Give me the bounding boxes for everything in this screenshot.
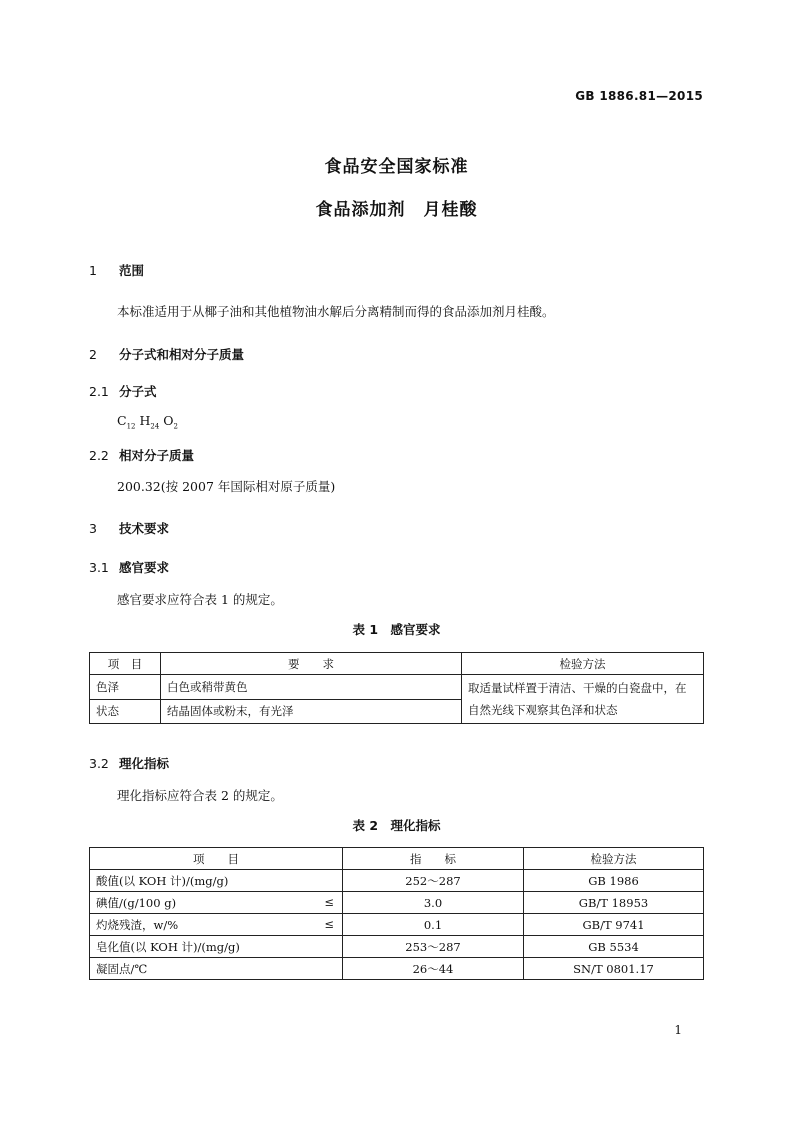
- method-cell: 取适量试样置于清洁、干燥的白瓷盘中，在自然光线下观察其色泽和状态: [462, 675, 704, 724]
- header-cell: 检验方法: [524, 848, 704, 870]
- item-cell: 灼烧残渣，w/% ≤: [90, 914, 343, 936]
- header-cell: 要 求: [161, 653, 462, 675]
- requirement-cell: 白色或稍带黄色: [161, 675, 462, 700]
- section-2-1-heading: [89, 382, 157, 400]
- table-row: [90, 914, 704, 936]
- value-cell: 26～44: [343, 958, 524, 980]
- less-equal-sign: ≤: [324, 895, 334, 909]
- section-2-2-text: 200.32(按 2007 年国际相对原子质量): [117, 479, 336, 494]
- section-number: 3: [89, 521, 97, 536]
- section-title: 相对分子质量: [119, 448, 195, 463]
- section-1-heading: [89, 261, 144, 279]
- table-1-caption: 表 1 感官要求: [352, 622, 441, 637]
- section-number: 2.2: [89, 448, 109, 463]
- table-row: [90, 892, 704, 914]
- less-equal-sign: ≤: [324, 917, 334, 931]
- standard-number: GB 1886.81—2015: [575, 89, 703, 103]
- method-cell: GB/T 9741: [524, 914, 704, 936]
- table-row: [90, 870, 704, 892]
- item-cell: 状态: [90, 699, 161, 724]
- document-title: 食品安全国家标准: [324, 157, 469, 177]
- section-title: 技术要求: [119, 521, 170, 536]
- molecular-formula: $C_{12}$ $H_{24}$ $O_2$: [117, 413, 179, 431]
- table-row: [90, 958, 704, 980]
- table-row: [90, 675, 704, 700]
- section-3-2-text: 理化指标应符合表 2 的规定。: [117, 788, 283, 803]
- value-cell: 0.1: [343, 914, 524, 936]
- method-cell: GB 1986: [524, 870, 704, 892]
- page-number: 1: [674, 1023, 682, 1037]
- section-title: 范围: [119, 263, 145, 278]
- section-3-1-heading: [89, 558, 169, 576]
- section-2-heading: [89, 345, 244, 363]
- table-2-caption: 表 2 理化指标: [352, 818, 441, 833]
- section-3-heading: [89, 519, 169, 537]
- header-cell: 项 目: [90, 848, 343, 870]
- value-cell: 252～287: [343, 870, 524, 892]
- header-cell: 检验方法: [462, 653, 704, 675]
- item-cell: 碘值/(g/100 g) ≤: [90, 892, 343, 914]
- section-2-2-heading: [89, 446, 194, 464]
- table-physicochemical-indicators: [89, 847, 704, 980]
- table-row: [90, 936, 704, 958]
- section-title: 分子式和相对分子质量: [119, 347, 245, 362]
- section-title: 分子式: [119, 384, 157, 399]
- section-number: 1: [89, 263, 97, 278]
- item-cell: 酸值(以 KOH 计)/(mg/g): [90, 870, 343, 892]
- section-3-2-heading: [89, 754, 169, 772]
- section-title: 理化指标: [119, 756, 170, 771]
- method-cell: GB/T 18953: [524, 892, 704, 914]
- item-cell: 凝固点/℃: [90, 958, 343, 980]
- section-number: 3.1: [89, 560, 109, 575]
- item-cell: 色泽: [90, 675, 161, 700]
- table-header-row: [90, 848, 704, 870]
- header-cell: 指 标: [343, 848, 524, 870]
- section-1-text: 本标准适用于从椰子油和其他植物油水解后分离精制而得的食品添加剂月桂酸。: [117, 304, 555, 319]
- section-number: 2.1: [89, 384, 109, 399]
- section-3-1-text: 感官要求应符合表 1 的规定。: [117, 592, 283, 607]
- section-number: 2: [89, 347, 97, 362]
- table-sensory-requirements: [89, 652, 704, 724]
- document-subtitle: 食品添加剂 月桂酸: [315, 200, 478, 220]
- table-header-row: [90, 653, 704, 675]
- header-cell: 项 目: [90, 653, 161, 675]
- method-cell: GB 5534: [524, 936, 704, 958]
- value-cell: 253～287: [343, 936, 524, 958]
- section-title: 感官要求: [119, 560, 170, 575]
- method-cell: SN/T 0801.17: [524, 958, 704, 980]
- requirement-cell: 结晶固体或粉末，有光泽: [161, 699, 462, 724]
- item-cell: 皂化值(以 KOH 计)/(mg/g): [90, 936, 343, 958]
- section-number: 3.2: [89, 756, 109, 771]
- value-cell: 3.0: [343, 892, 524, 914]
